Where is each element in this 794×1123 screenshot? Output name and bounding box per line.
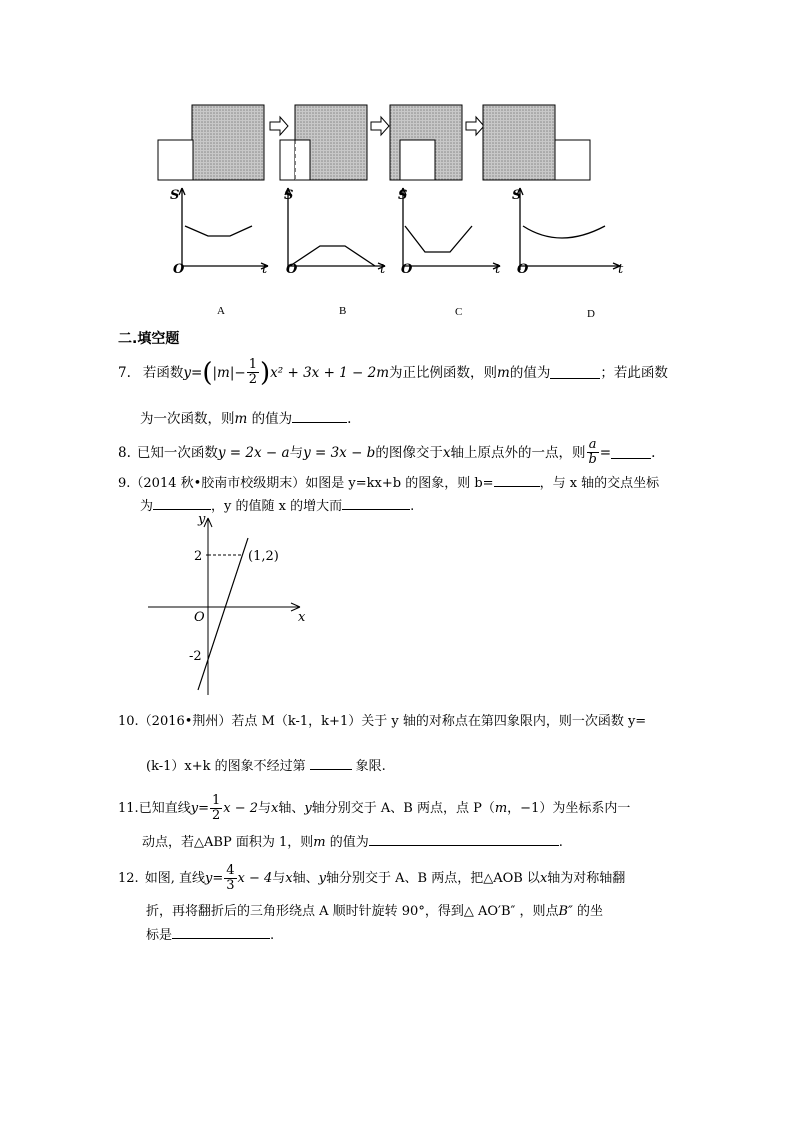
question-7-line-1: 7. 若函数 y = ( |m| − $\frac{1}{2}$ ) x² + 3x + 1 − 2m 为正比例函数，则 m 的值为 ；若此函数 [118,357,668,388]
axis-t-label: t [262,262,268,277]
arrow-icon [371,117,389,135]
question-text: 如图, 直线 [144,870,205,886]
question-text: 若函数 [142,364,184,381]
math-var: y [204,870,213,886]
answer-blank[interactable] [550,366,600,379]
question-text: 象限. [355,759,386,774]
section-title: 二.填空题 [118,331,180,347]
math-var: x [285,870,293,886]
option-c-label: C [455,306,463,318]
question-text: 的坐 [572,904,604,919]
math-var: y [190,800,199,816]
question-text: 的值为 [247,411,293,427]
question-text: 标是 [146,928,173,943]
question-text: 动点，若△ABP 面积为 1，则 [142,835,314,850]
square-panel-4 [483,105,590,180]
question-12-line-3: 标是 . [146,928,275,943]
answer-blank[interactable] [342,497,410,510]
axis-s-label: S [398,188,408,203]
question-9-line-2: 为 ，y 的值随 x 的增大而 . [140,499,415,514]
math-term: |m| [212,364,235,381]
question-12-line-1: 12. 如图, 直线 y = $\frac{4}{3}$ x − 4 与 x 轴、 y 轴分别交于 A、B 两点，把△AOB 以 x 轴为对称轴翻 [118,863,626,893]
axis-t-label: t [618,262,624,277]
question-text: 为一次函数，则 [140,411,235,427]
math-var: y [304,800,312,816]
math-term: x − 4 [237,870,273,886]
fraction: $\frac{a}{b}$ [588,437,597,467]
answer-blank[interactable] [153,497,211,510]
graph-origin-label: O [194,610,205,625]
question-text: 轴分别交于 A、B 两点，把△AOB 以 [326,870,540,886]
question-text: ，−1）为坐标系内一 [507,800,631,816]
question-text: 与 [272,870,286,886]
answer-blank[interactable] [369,833,559,846]
graph-y-label: y [198,512,206,527]
question-number: 11. [118,800,139,816]
question-text: （2014 秋•胶南市校级期末）如图是 y=kx+b 的图象，则 b= [130,476,494,491]
math-var: m [497,364,510,381]
question-text: 的图像交于 [375,444,443,461]
question-9-line-1 [118,474,659,492]
question-text: ；若此函数 [600,364,668,381]
math-term: y = 3x − b [303,444,376,461]
square-panel-1 [158,105,264,180]
answer-blank[interactable] [310,757,352,770]
math-term: x − 2 [223,800,259,816]
math-var: m [313,835,326,850]
question-text: 为 [140,499,154,514]
question-text: ，与 x 轴的交点坐标 [539,476,660,491]
axis-s-label: S [170,188,180,203]
question-text: 为正比例函数，则 [389,364,498,381]
option-d-label: D [587,308,595,320]
math-term: x² + 3x + 1 − 2m [270,364,390,381]
question-10-line-1: 10.（2016•荆州）若点 M（k-1，k+1）关于 y 轴的对称点在第四象限内，则一次函数 y= [118,714,647,729]
math-var: y [318,870,326,886]
origin-label: O [517,262,529,277]
answer-blank[interactable] [292,410,347,423]
question-text: 轴、 [292,870,319,886]
question-number: 9. [118,476,131,491]
question-text: 轴、 [278,800,305,816]
math-term: y = 2x − a [217,444,290,461]
axis-s-label: S [284,188,294,203]
math-var: x [442,444,451,461]
fraction: $\frac{1}{2}$ [211,793,221,823]
question-text: 已知一次函数 [136,444,218,461]
math-var: B″ [558,904,573,919]
motion-figure [150,100,650,330]
origin-label: O [401,262,413,277]
question-text: 轴为对称轴翻 [547,870,626,886]
axis-t-label: t [495,262,501,277]
math-op: − [234,364,246,381]
question-text: 与 [289,444,304,461]
math-var: m [234,411,248,427]
question-text: 与 [258,800,272,816]
math-var: x [271,800,279,816]
question-11-line-1: 11. 已知直线 y = $\frac{1}{2}$ x − 2 与 x 轴、 y 轴分别交于 A、B 两点，点 P（ m ，−1）为坐标系内一 [118,793,631,823]
origin-label: O [173,262,185,277]
question-text: 轴分别交于 A、B 两点，点 P（ [311,800,495,816]
square-panel-2 [280,105,367,180]
math-var: x [539,870,548,886]
fraction: $\frac{4}{3}$ [226,863,235,893]
question-number: 12. [118,870,139,886]
question-text: 折，再将翻折后的三角形绕点 A 顺时针旋转 90°，得到△ AO′B″ ，则点 [146,904,559,919]
fraction: $\frac{1}{2}$ [248,357,257,387]
arrow-icon [466,117,484,135]
graph-x-label: x [298,610,306,625]
question-10-line-2 [146,757,386,775]
question-text: ，y 的值随 x 的增大而 [211,499,343,514]
answer-blank[interactable] [494,474,540,487]
math-var: y [183,364,192,381]
question-11-line-2: 动点，若△ABP 面积为 1，则m 的值为 . [142,835,563,850]
question-text: 已知直线 [138,800,191,816]
arrow-icon [270,117,288,135]
answer-blank[interactable] [611,446,651,459]
square-panel-3 [390,105,462,180]
question-7-line-2: 为一次函数，则m 的值为 . [140,411,352,427]
question-number: 8. [118,444,131,461]
option-a-label: A [217,305,225,317]
q9-line-graph [140,510,320,700]
axis-t-label: t [380,262,386,277]
question-text: 的值为 [325,835,369,850]
axis-s-label: S [512,188,522,203]
option-b-label: B [339,305,347,317]
graph-tick-neg2: -2 [189,649,202,664]
question-text: (k-1）x+k 的图象不经过第 [146,759,306,774]
question-8: 8. 已知一次函数 y = 2x − a 与 y = 3x − b 的图像交于 x 轴上原点外的一点，则 $\frac{a}{b}$ = . [118,437,656,467]
question-12-line-2 [146,904,603,920]
answer-blank[interactable] [172,926,270,939]
origin-label: O [286,262,298,277]
math-var: m [494,800,508,816]
math-op: = [191,364,203,381]
question-text: 的值为 [509,364,551,381]
graph-point-label: (1,2) [248,549,279,564]
question-text: 轴上原点外的一点，则 [450,444,586,461]
graph-tick-2: 2 [194,549,203,564]
question-number: 7. [118,364,131,381]
function-line [198,538,248,690]
